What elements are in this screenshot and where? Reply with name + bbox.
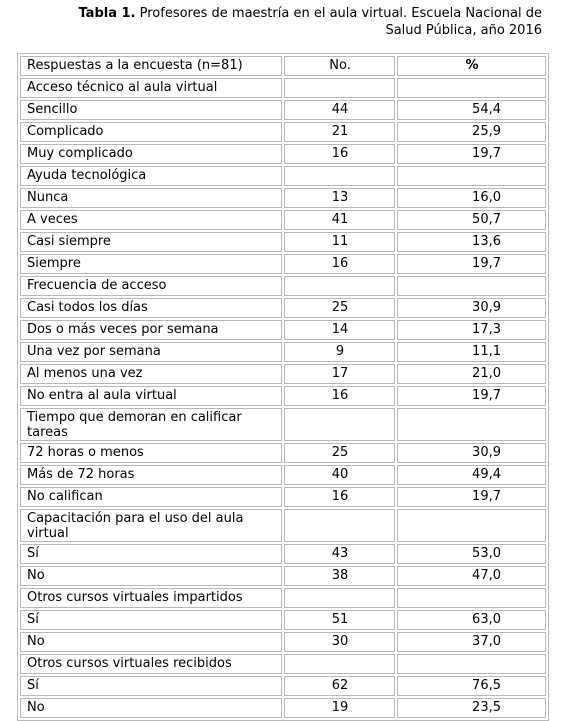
response-label-cell: No (20, 632, 282, 652)
count-cell: 16 (284, 144, 395, 164)
response-label-cell: No entra al aula virtual (20, 386, 282, 406)
section-label-cell: Acceso técnico al aula virtual (20, 78, 282, 98)
table-caption-text: Profesores de maestría en el aula virtual. Escuela Nacional de Salud Pública, año 2016 (135, 6, 542, 38)
percent-cell (397, 276, 546, 296)
column-header-count: No. (284, 56, 395, 76)
table-section-row (20, 654, 546, 674)
column-header-percent: % (397, 56, 546, 76)
percent-cell: 37,0 (397, 632, 546, 652)
count-cell: 41 (284, 210, 395, 230)
table-section-row (20, 276, 546, 296)
response-label-cell: Sí (20, 676, 282, 696)
count-cell (284, 654, 395, 674)
count-cell (284, 166, 395, 186)
count-cell (284, 509, 395, 542)
response-label-cell: Sí (20, 610, 282, 630)
percent-cell: 76,5 (397, 676, 546, 696)
percent-cell: 47,0 (397, 566, 546, 586)
count-cell: 11 (284, 232, 395, 252)
table-header-row (20, 56, 546, 76)
percent-cell: 19,7 (397, 144, 546, 164)
table-section-row (20, 166, 546, 186)
count-cell (284, 588, 395, 608)
percent-cell: 17,3 (397, 320, 546, 340)
response-label-cell: Casi todos los días (20, 298, 282, 318)
section-label-cell: Otros cursos virtuales impartidos (20, 588, 282, 608)
section-label-cell: Frecuencia de acceso (20, 276, 282, 296)
table-row (20, 610, 546, 630)
table-row (20, 544, 546, 564)
table-section-row (20, 509, 546, 542)
count-cell: 62 (284, 676, 395, 696)
table-body (20, 78, 546, 718)
percent-cell: 54,4 (397, 100, 546, 120)
percent-cell (397, 509, 546, 542)
response-label-cell: 72 horas o menos (20, 443, 282, 463)
count-cell: 17 (284, 364, 395, 384)
percent-cell (397, 654, 546, 674)
response-label-cell: Complicado (20, 122, 282, 142)
table-row (20, 232, 546, 252)
table-row (20, 487, 546, 507)
table-section-row (20, 78, 546, 98)
table-row (20, 100, 546, 120)
count-cell: 40 (284, 465, 395, 485)
survey-table (17, 53, 549, 721)
count-cell: 44 (284, 100, 395, 120)
table-row (20, 676, 546, 696)
table-row (20, 188, 546, 208)
response-label-cell: No califican (20, 487, 282, 507)
percent-cell: 11,1 (397, 342, 546, 362)
table-row (20, 320, 546, 340)
table-row (20, 566, 546, 586)
response-label-cell: No (20, 566, 282, 586)
table-section-row (20, 408, 546, 441)
count-cell: 16 (284, 254, 395, 274)
percent-cell (397, 588, 546, 608)
section-label-cell: Ayuda tecnológica (20, 166, 282, 186)
percent-cell (397, 408, 546, 441)
column-header-responses: Respuestas a la encuesta (n=81) (20, 56, 282, 76)
percent-cell (397, 166, 546, 186)
count-cell: 38 (284, 566, 395, 586)
percent-cell: 19,7 (397, 386, 546, 406)
table-row (20, 386, 546, 406)
response-label-cell: No (20, 698, 282, 718)
count-cell: 43 (284, 544, 395, 564)
percent-cell (397, 78, 546, 98)
table-row (20, 342, 546, 362)
table-row (20, 698, 546, 718)
response-label-cell: Nunca (20, 188, 282, 208)
table-row (20, 122, 546, 142)
table-row (20, 632, 546, 652)
percent-cell: 19,7 (397, 487, 546, 507)
section-label-cell: Otros cursos virtuales recibidos (20, 654, 282, 674)
percent-cell: 13,6 (397, 232, 546, 252)
count-cell: 21 (284, 122, 395, 142)
count-cell: 25 (284, 298, 395, 318)
count-cell: 19 (284, 698, 395, 718)
count-cell: 14 (284, 320, 395, 340)
percent-cell: 25,9 (397, 122, 546, 142)
table-row (20, 254, 546, 274)
response-label-cell: Casi siempre (20, 232, 282, 252)
percent-cell: 19,7 (397, 254, 546, 274)
percent-cell: 16,0 (397, 188, 546, 208)
response-label-cell: Sencillo (20, 100, 282, 120)
response-label-cell: Al menos una vez (20, 364, 282, 384)
count-cell (284, 78, 395, 98)
response-label-cell: Muy complicado (20, 144, 282, 164)
response-label-cell: Dos o más veces por semana (20, 320, 282, 340)
percent-cell: 23,5 (397, 698, 546, 718)
table-row (20, 364, 546, 384)
section-label-cell: Tiempo que demoran en calificar tareas (20, 408, 282, 441)
table-caption (62, 5, 542, 39)
table-row (20, 443, 546, 463)
response-label-cell: A veces (20, 210, 282, 230)
count-cell: 16 (284, 487, 395, 507)
percent-cell: 63,0 (397, 610, 546, 630)
count-cell: 13 (284, 188, 395, 208)
percent-cell: 21,0 (397, 364, 546, 384)
response-label-cell: Siempre (20, 254, 282, 274)
response-label-cell: Más de 72 horas (20, 465, 282, 485)
percent-cell: 49,4 (397, 465, 546, 485)
response-label-cell: Sí (20, 544, 282, 564)
count-cell: 51 (284, 610, 395, 630)
count-cell: 16 (284, 386, 395, 406)
table-caption-label: Tabla 1. (78, 6, 136, 21)
table-row (20, 210, 546, 230)
count-cell (284, 276, 395, 296)
percent-cell: 53,0 (397, 544, 546, 564)
percent-cell: 30,9 (397, 443, 546, 463)
count-cell: 9 (284, 342, 395, 362)
count-cell: 25 (284, 443, 395, 463)
table-row (20, 144, 546, 164)
table-row (20, 298, 546, 318)
percent-cell: 50,7 (397, 210, 546, 230)
response-label-cell: Una vez por semana (20, 342, 282, 362)
table-row (20, 465, 546, 485)
count-cell: 30 (284, 632, 395, 652)
section-label-cell: Capacitación para el uso del aula virtual (20, 509, 282, 542)
table-section-row (20, 588, 546, 608)
count-cell (284, 408, 395, 441)
percent-cell: 30,9 (397, 298, 546, 318)
